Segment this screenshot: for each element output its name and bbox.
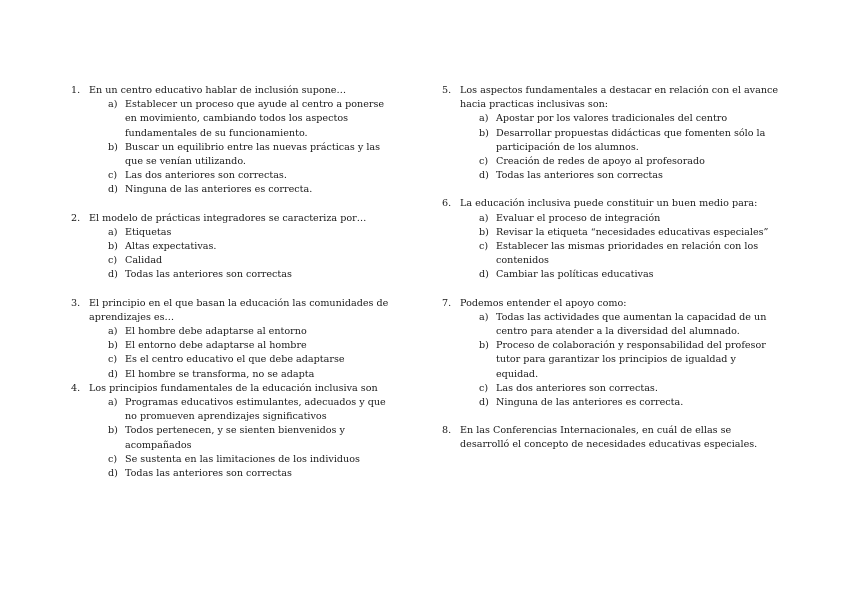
spacer: [442, 183, 782, 197]
option-text: Apostar por los valores tradicionales del centro: [496, 113, 728, 125]
option-text: Programas educativos estimulantes, adecuados y que no promueven aprendizajes significativos: [125, 397, 386, 423]
option-text: Establecer las mismas prioridades en relación con los contenidos: [496, 241, 759, 267]
option-letter: b): [479, 127, 489, 139]
option-letter: a): [108, 326, 118, 338]
question-number: 7.: [442, 297, 452, 309]
option-c: [479, 382, 769, 396]
option-text: Evaluar el proceso de integración: [496, 212, 661, 224]
question-number: 8.: [442, 425, 452, 437]
option-text: Altas expectativas.: [125, 241, 217, 253]
question-text: En un centro educativo hablar de inclusión supone…: [89, 85, 347, 96]
question-2: [71, 212, 411, 283]
option-text: Revisar la etiqueta “necesidades educativas especiales”: [496, 226, 769, 238]
option-b: [108, 424, 391, 452]
option-letter: c): [108, 354, 118, 366]
right-column: [442, 84, 782, 453]
question-number: 5.: [442, 85, 452, 96]
option-letter: b): [108, 241, 118, 253]
question-6: [442, 197, 782, 282]
option-a: [479, 311, 769, 339]
option-c: [108, 353, 391, 367]
option-text: Todas las actividades que aumentan la capacidad de un centro para atender a la diversidad del alumnado.: [496, 311, 767, 338]
option-letter: d): [108, 368, 118, 380]
option-c: [108, 254, 391, 268]
option-a: [108, 396, 391, 424]
option-a: [108, 226, 391, 240]
question-number: 3.: [71, 297, 81, 309]
option-letter: b): [479, 226, 489, 238]
option-b: [108, 141, 391, 169]
question-number: 1.: [71, 85, 81, 96]
option-c: [108, 169, 391, 183]
options-list: [108, 396, 391, 481]
option-letter: d): [479, 397, 489, 409]
option-a: [479, 212, 769, 226]
question-number: 4.: [71, 382, 81, 394]
option-letter: a): [108, 397, 118, 409]
option-text: Todos pertenecen, y se sienten bienvenidos y acompañados: [125, 425, 345, 451]
option-letter: b): [108, 141, 118, 153]
options-list: [108, 325, 391, 382]
option-text: Calidad: [125, 255, 163, 267]
option-b: [479, 127, 769, 155]
option-text: El hombre debe adaptarse al entorno: [125, 326, 307, 338]
question-text: En las Conferencias Internacionales, en cuál de ellas se desarrolló el concepto de necesidades educativas especiales.: [460, 425, 758, 451]
options-list: [108, 98, 391, 197]
option-text: Las dos anteriores son correctas.: [125, 170, 287, 182]
option-b: [108, 339, 391, 353]
question-text: El principio en el que basan la educación las comunidades de aprendizajes es…: [89, 297, 389, 323]
left-column: [71, 84, 411, 481]
option-text: Es el centro educativo el que debe adaptarse: [125, 354, 345, 366]
option-text: Proceso de colaboración y responsabilidad del profesor tutor para garantizar los principios de igualdad y equidad.: [496, 340, 766, 380]
spacer: [442, 283, 782, 297]
option-text: Creación de redes de apoyo al profesorado: [496, 156, 705, 168]
option-letter: b): [108, 425, 118, 437]
question-text: La educación inclusiva puede constituir un buen medio para:: [460, 198, 758, 210]
question-1: [71, 84, 411, 198]
spacer: [442, 410, 782, 424]
options-list: [479, 212, 769, 283]
option-text: Cambiar las políticas educativas: [496, 269, 654, 281]
option-text: Todas las anteriores son correctas: [496, 170, 663, 182]
option-c: [108, 453, 391, 467]
option-letter: a): [479, 113, 489, 125]
option-text: El hombre se transforma, no se adapta: [125, 368, 315, 380]
option-letter: d): [108, 269, 118, 281]
question-3: [71, 297, 411, 382]
option-a: [479, 112, 769, 126]
question-8: [442, 424, 782, 452]
question-number: 6.: [442, 198, 452, 210]
option-letter: b): [479, 340, 489, 352]
option-b: [479, 339, 769, 382]
options-list: [108, 226, 391, 283]
option-text: Se sustenta en las limitaciones de los individuos: [125, 453, 360, 465]
option-d: [479, 169, 769, 183]
option-text: Establecer un proceso que ayude al centro a ponerse en movimiento, cambiando todos los aspectos fundamentales de su funcionamiento.: [125, 99, 385, 139]
option-d: [479, 268, 769, 282]
question-7: [442, 297, 782, 411]
option-c: [479, 155, 769, 169]
option-letter: c): [108, 170, 118, 182]
option-text: Desarrollar propuestas didácticas que fomenten sólo la participación de los alumnos.: [496, 127, 766, 153]
option-a: [108, 325, 391, 339]
option-letter: a): [479, 212, 489, 224]
option-letter: c): [108, 255, 118, 267]
option-text: Ninguna de las anteriores es correcta.: [125, 184, 313, 196]
option-text: Las dos anteriores son correctas.: [496, 382, 658, 394]
option-d: [479, 396, 769, 410]
option-d: [108, 467, 391, 481]
option-letter: a): [479, 311, 489, 323]
option-d: [108, 368, 391, 382]
option-text: El entorno debe adaptarse al hombre: [125, 340, 307, 352]
option-letter: d): [479, 269, 489, 281]
option-d: [108, 268, 391, 282]
option-letter: b): [108, 340, 118, 352]
question-text: Los principios fundamentales de la educación inclusiva son: [89, 382, 378, 394]
option-letter: c): [479, 382, 489, 394]
question-text: Los aspectos fundamentales a destacar en relación con el avance hacia practicas inclusivas son:: [460, 85, 779, 111]
option-letter: d): [108, 468, 118, 480]
question-4: [71, 382, 411, 481]
option-b: [108, 240, 391, 254]
option-text: Buscar un equilibrio entre las nuevas prácticas y las que se venían utilizando.: [125, 141, 381, 168]
spacer: [71, 198, 411, 212]
option-letter: a): [108, 226, 118, 238]
question-5: [442, 84, 782, 183]
option-a: [108, 98, 391, 141]
option-letter: c): [479, 156, 489, 168]
question-text: Podemos entender el apoyo como:: [460, 297, 627, 309]
option-d: [108, 183, 391, 197]
option-text: Etiquetas: [125, 226, 172, 238]
question-text: El modelo de prácticas integradores se caracteriza por…: [89, 212, 367, 224]
option-text: Todas las anteriores son correctas: [125, 269, 292, 281]
options-list: [479, 112, 769, 183]
option-text: Ninguna de las anteriores es correcta.: [496, 397, 684, 409]
option-c: [479, 240, 769, 268]
options-list: [479, 311, 769, 410]
option-letter: a): [108, 99, 118, 111]
option-letter: d): [108, 184, 118, 196]
option-letter: c): [108, 453, 118, 465]
option-letter: d): [479, 170, 489, 182]
question-number: 2.: [71, 212, 81, 224]
spacer: [71, 283, 411, 297]
option-text: Todas las anteriores son correctas: [125, 468, 292, 480]
option-b: [479, 226, 769, 240]
option-letter: c): [479, 241, 489, 253]
